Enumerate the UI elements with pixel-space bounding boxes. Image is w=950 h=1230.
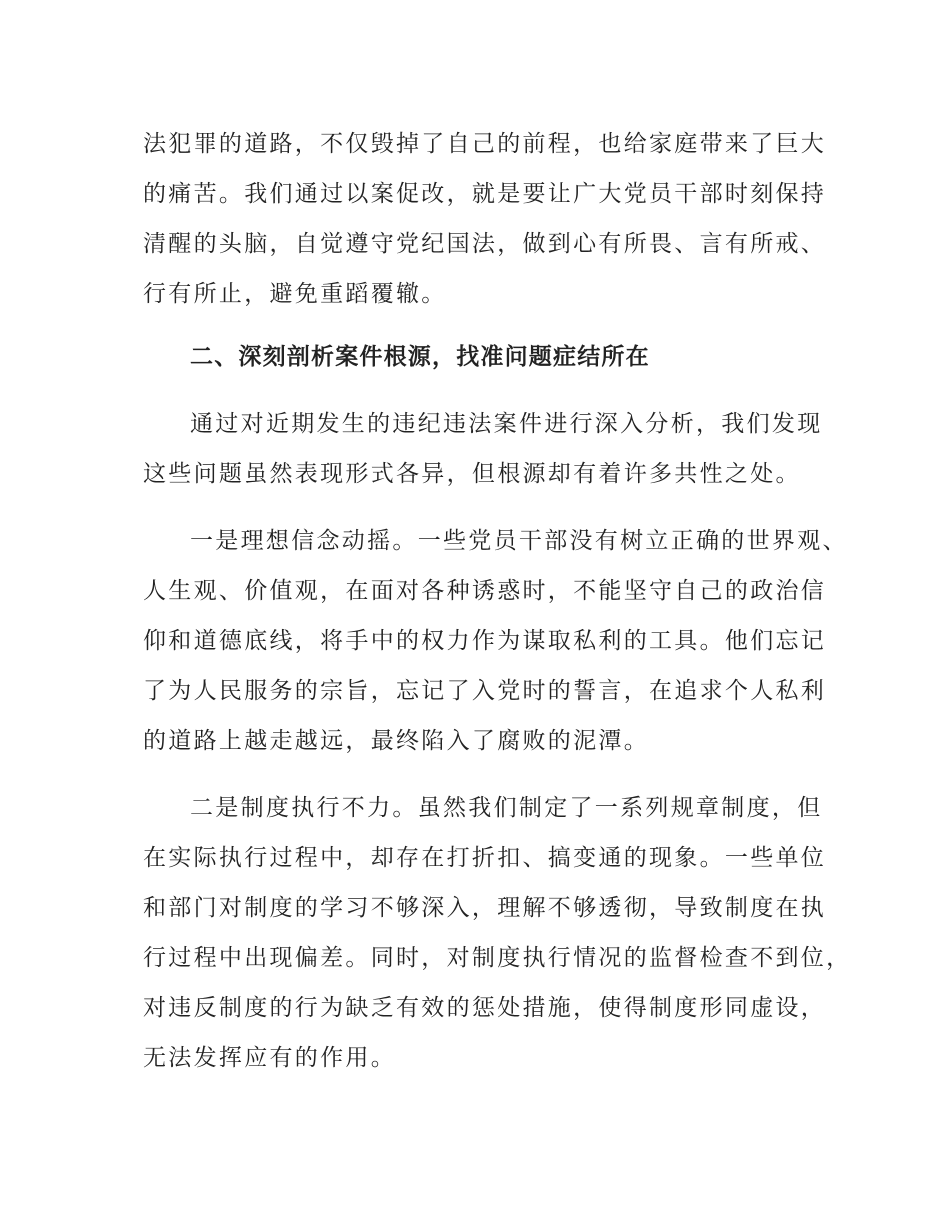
body-text-line: 行过程中出现偏差。同时，对制度执行情况的监督检查不到位， [143,945,852,971]
body-text-line: 行有所止，避免重蹈覆辙。 [143,281,447,307]
body-text-line: 和部门对制度的学习不够深入，理解不够透彻，导致制度在执 [143,895,827,921]
body-text-line: 这些问题虽然表现形式各异，但根源却有着许多共性之处。 [143,461,801,487]
body-text-line: 仰和道德底线，将手中的权力作为谋取私利的工具。他们忘记 [143,628,827,654]
body-text-line: 了为人民服务的宗旨，忘记了入党时的誓言，在追求个人私利 [143,678,827,704]
section-heading: 二、深刻剖析案件根源，找准问题症结所在 [190,344,650,370]
body-text-line: 法犯罪的道路，不仅毁掉了自己的前程，也给家庭带来了巨大 [143,131,827,157]
body-text-line: 的道路上越走越远，最终陷入了腐败的泥潭。 [143,728,649,754]
body-text-line: 通过对近期发生的违纪违法案件进行深入分析，我们发现 [190,411,823,437]
body-text-line: 一是理想信念动摇。一些党员干部没有树立正确的世界观、 [190,528,848,554]
body-text-line: 清醒的头脑，自觉遵守党纪国法，做到心有所畏、言有所戒、 [143,231,827,257]
body-text-line: 二是制度执行不力。虽然我们制定了一系列规章制度，但 [190,795,823,821]
body-text-line: 对违反制度的行为缺乏有效的惩处措施，使得制度形同虚设， [143,995,827,1021]
body-text-line: 在实际执行过程中，却存在打折扣、搞变通的现象。一些单位 [143,845,827,871]
body-text-line: 的痛苦。我们通过以案促改，就是要让广大党员干部时刻保持 [143,181,827,207]
body-text-line: 无法发挥应有的作用。 [143,1045,396,1071]
body-text-line: 人生观、价值观，在面对各种诱惑时，不能坚守自己的政治信 [143,578,827,604]
